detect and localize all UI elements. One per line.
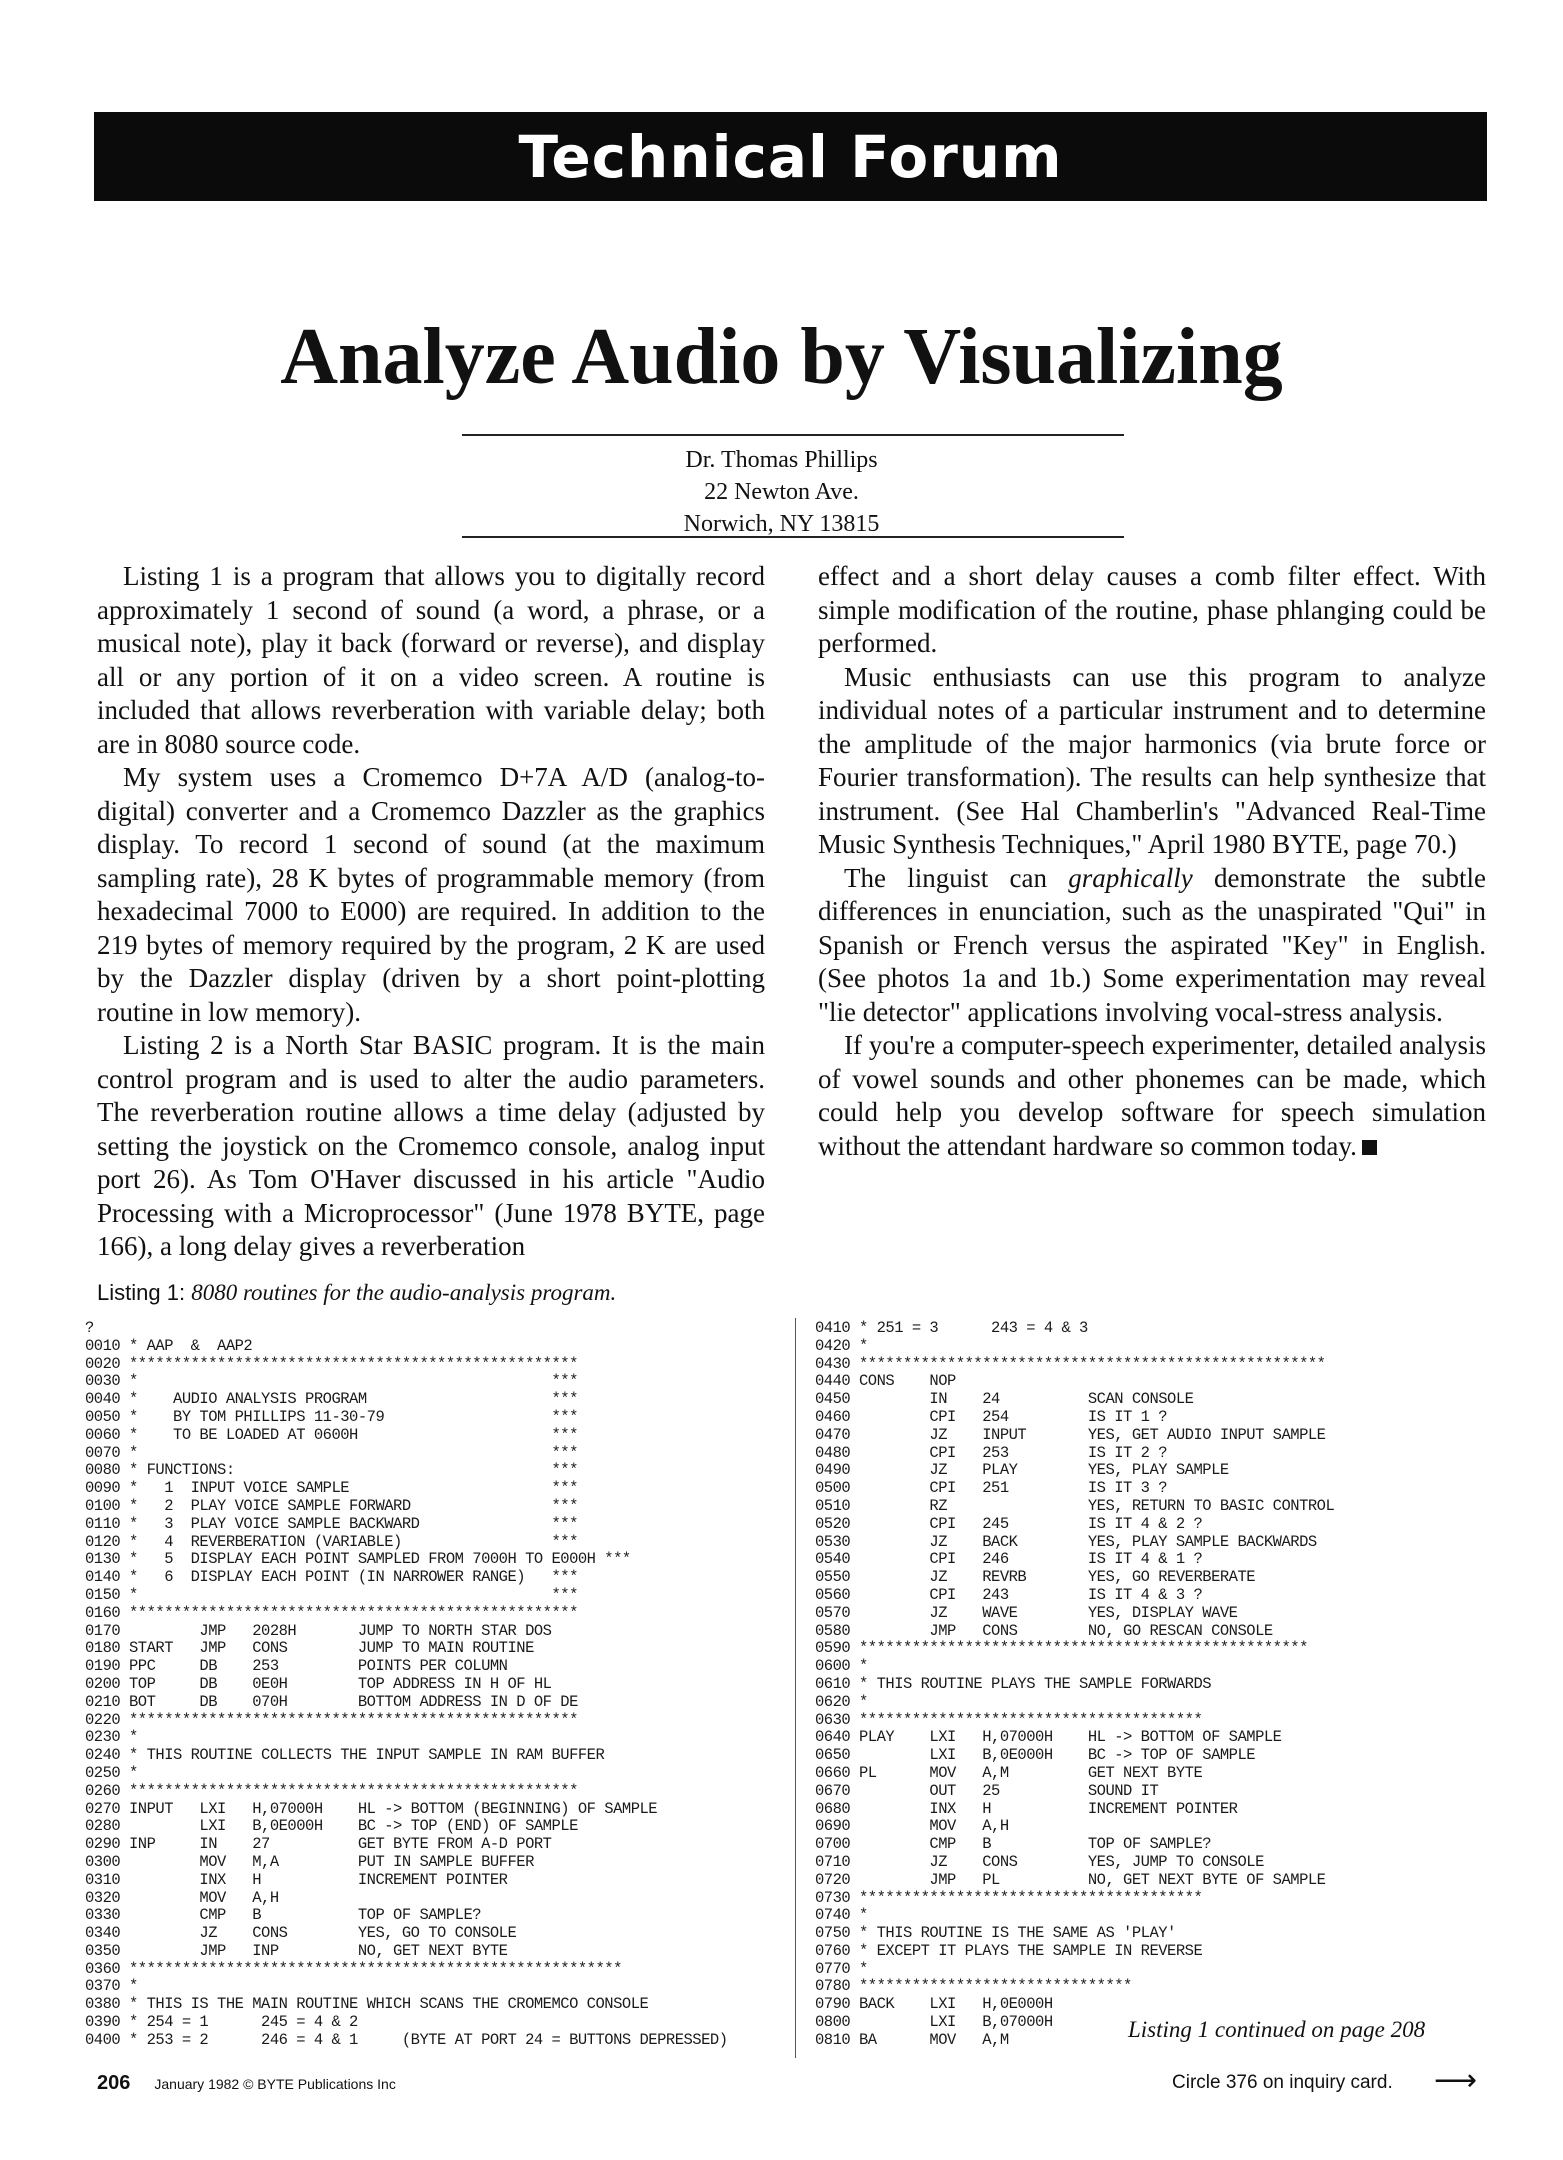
end-mark-icon (1362, 1140, 1377, 1155)
listing-divider (795, 1318, 796, 2058)
paragraph (818, 1029, 1486, 1163)
author-name: Dr. Thomas Phillips (685, 447, 878, 473)
caption-text: 8080 routines for the audio-analysis program. (191, 1280, 617, 1305)
author-block (0, 444, 1563, 540)
listing-continued-note: Listing 1 continued on page 208 (1128, 2017, 1426, 2042)
section-banner (94, 112, 1487, 201)
arrow-right-icon: ⟶ (1434, 2063, 1478, 2098)
paragraph: Listing 2 is a North Star BASIC program. It is the main control program and is used to alter the audio parameters. The reverberation routine allows a time delay (adjusted by setting the joystick on the Cromemco console, analog input port 26). As Tom O'Haver discussed in his article "Audio Processing with a Microprocessor" (June 1978 BYTE, page 166), a long delay gives a reverberation (97, 1030, 765, 1261)
text-run: demonstrate the subtle differences in enunciation, such as the unaspirated "Qui" in Spanish or French versus the aspirated "Key" in English. (See photos 1a and 1b.) Some experimentation may reveal "lie detector" applications involving vocal-stress analysis. (818, 862, 1486, 1027)
paragraph (818, 862, 1486, 1030)
page-number: 206 (97, 2072, 131, 2094)
listing-caption (97, 1280, 616, 1306)
paragraph: My system uses a Cromemco D+7A A/D (analog-to-digital) converter and a Cromemco Dazzler as the graphics display. To record 1 second of sound (at the maximum sampling rate), 28 K bytes of programmable memory (from hexadecimal 7000 to E000) are required. In addition to the 219 bytes of memory required by the program, 2 K are used by the Dazzler display (driven by a short point-plotting routine in low memory). (97, 762, 765, 1027)
article-title: Analyze Audio by Visualizing (280, 313, 1283, 401)
paragraph: Listing 1 is a program that allows you to digitally record approximately 1 second of sound (a word, a phrase, or a musical note), play it back (forward or reverse), and display all or any portion of it on a video screen. A routine is included that allows reverberation with variable delay; both are in 8080 source code. (97, 561, 765, 759)
author-address-line1: 22 Newton Ave. (704, 479, 859, 505)
paragraph: effect and a short delay causes a comb filter effect. With simple modification of the routine, phase phlanging could be performed. (818, 561, 1486, 658)
page-footer (97, 2072, 396, 2095)
body-column-right (818, 560, 1486, 1163)
text-run: The linguist can (844, 862, 1069, 893)
author-address-line2: Norwich, NY 13815 (683, 511, 880, 537)
paragraph: Music enthusiasts can use this program to analyze individual notes of a particular instrument and to determine the amplitude of the major harmonics (via brute force or Fourier transformation). The results can help synthesize that instrument. (See Hal Chamberlin's "Advanced Real-Time Music Synthesis Techniques," April 1980 BYTE, page 70.) (818, 661, 1486, 859)
body-column-left (97, 560, 765, 1264)
emphasis: graphically (1068, 862, 1193, 893)
banner-title: Technical Forum (518, 122, 1063, 191)
inquiry-note: Circle 376 on inquiry card. (1172, 2072, 1393, 2093)
code-listing-right: 0410 * 251 = 3 243 = 4 & 3 0420 * 0430 ***************************************************** 0440 CONS NOP 0450 IN 24 SCAN CONSOLE 0460 CPI 254 IS IT 1 ? 0470 JZ INPUT YES, GET AUDIO INPUT SAMPLE 0480 CPI 253 IS IT 2 ? 0490 JZ PLAY YES, PLAY SAMPLE 0500 CPI 251 IS IT 3 ? 0510 RZ YES, RETURN TO BASIC CONTROL 0520 CPI 245 IS IT 4 & 2 ? 0530 JZ BACK YES, PLAY SAMPLE BACKWARDS 0540 CPI 246 IS IT 4 & 1 ? 0550 JZ REVRB YES, GO REVERBERATE 0560 CPI 243 IS IT 4 & 3 ? 0570 JZ WAVE YES, DISPLAY WAVE 0580 JMP CONS NO, GO RESCAN CONSOLE 0590 *************************************************** 0600 * 0610 * THIS ROUTINE PLAYS THE SAMPLE FORWARDS 0620 * 0630 *************************************** 0640 PLAY LXI H,07000H HL -> BOTTOM OF SAMPLE 0650 LXI B,0E000H BC -> TOP OF SAMPLE 0660 PL MOV A,M GET NEXT BYTE 0670 OUT 25 SOUND IT 0680 INX H INCREMENT POINTER 0690 MOV A,H 0700 CMP B TOP OF SAMPLE? 0710 JZ CONS YES, JUMP TO CONSOLE 0720 JMP PL NO, GET NEXT BYTE OF SAMPLE 0730 *************************************** 0740 * 0750 * THIS ROUTINE IS THE SAME AS 'PLAY' 0760 * EXCEPT IT PLAYS THE SAMPLE IN REVERSE 0770 * 0780 ******************************* 0790 BACK LXI H,0E000H 0800 LXI B,07000H 0810 BA MOV A,M (815, 1319, 1335, 2049)
rule-bottom (462, 536, 1124, 538)
caption-label: Listing 1: (97, 1280, 186, 1305)
copyright: January 1982 © BYTE Publications Inc (154, 2076, 396, 2092)
code-listing-left: ? 0010 * AAP & AAP2 0020 *************************************************** 0030 * *** 0040 * AUDIO ANALYSIS PROGRAM *** 0050 * BY TOM PHILLIPS 11-30-79 *** 0060 * TO BE LOADED AT 0600H *** 0070 * *** 0080 * FUNCTIONS: *** 0090 * 1 INPUT VOICE SAMPLE *** 0100 * 2 PLAY VOICE SAMPLE FORWARD *** 0110 * 3 PLAY VOICE SAMPLE BACKWARD *** 0120 * 4 REVERBERATION (VARIABLE) *** 0130 * 5 DISPLAY EACH POINT SAMPLED FROM 7000H TO E000H *** 0140 * 6 DISPLAY EACH POINT (IN NARROWER RANGE) *** 0150 * *** 0160 *************************************************** 0170 JMP 2028H JUMP TO NORTH STAR DOS 0180 START JMP CONS JUMP TO MAIN ROUTINE 0190 PPC DB 253 POINTS PER COLUMN 0200 TOP DB 0E0H TOP ADDRESS IN H OF HL 0210 BOT DB 070H BOTTOM ADDRESS IN D OF DE 0220 *************************************************** 0230 * 0240 * THIS ROUTINE COLLECTS THE INPUT SAMPLE IN RAM BUFFER 0250 * 0260 *************************************************** 0270 INPUT LXI H,07000H HL -> BOTTOM (BEGINNING) OF SAMPLE 0280 LXI B,0E000H BC -> TOP (END) OF SAMPLE 0290 INP IN 27 GET BYTE FROM A-D PORT 0300 MOV M,A PUT IN SAMPLE BUFFER 0310 INX H INCREMENT POINTER 0320 MOV A,H 0330 CMP B TOP OF SAMPLE? 0340 JZ CONS YES, GO TO CONSOLE 0350 JMP INP NO, GET NEXT BYTE 0360 ******************************************************** 0370 * 0380 * THIS IS THE MAIN ROUTINE WHICH SCANS THE CROMEMCO CONSOLE 0390 * 254 = 1 245 = 4 & 2 0400 * 253 = 2 246 = 4 & 1 (BYTE AT PORT 24 = BUTTONS DEPRESSED) (85, 1319, 728, 2049)
rule-top (462, 434, 1124, 436)
text-run: If you're a computer-speech experimenter, detailed analysis of vowel sounds and other phonemes can be made, which could help you develop software for speech simulation without the attendant hardware so common today. (818, 1030, 1486, 1161)
